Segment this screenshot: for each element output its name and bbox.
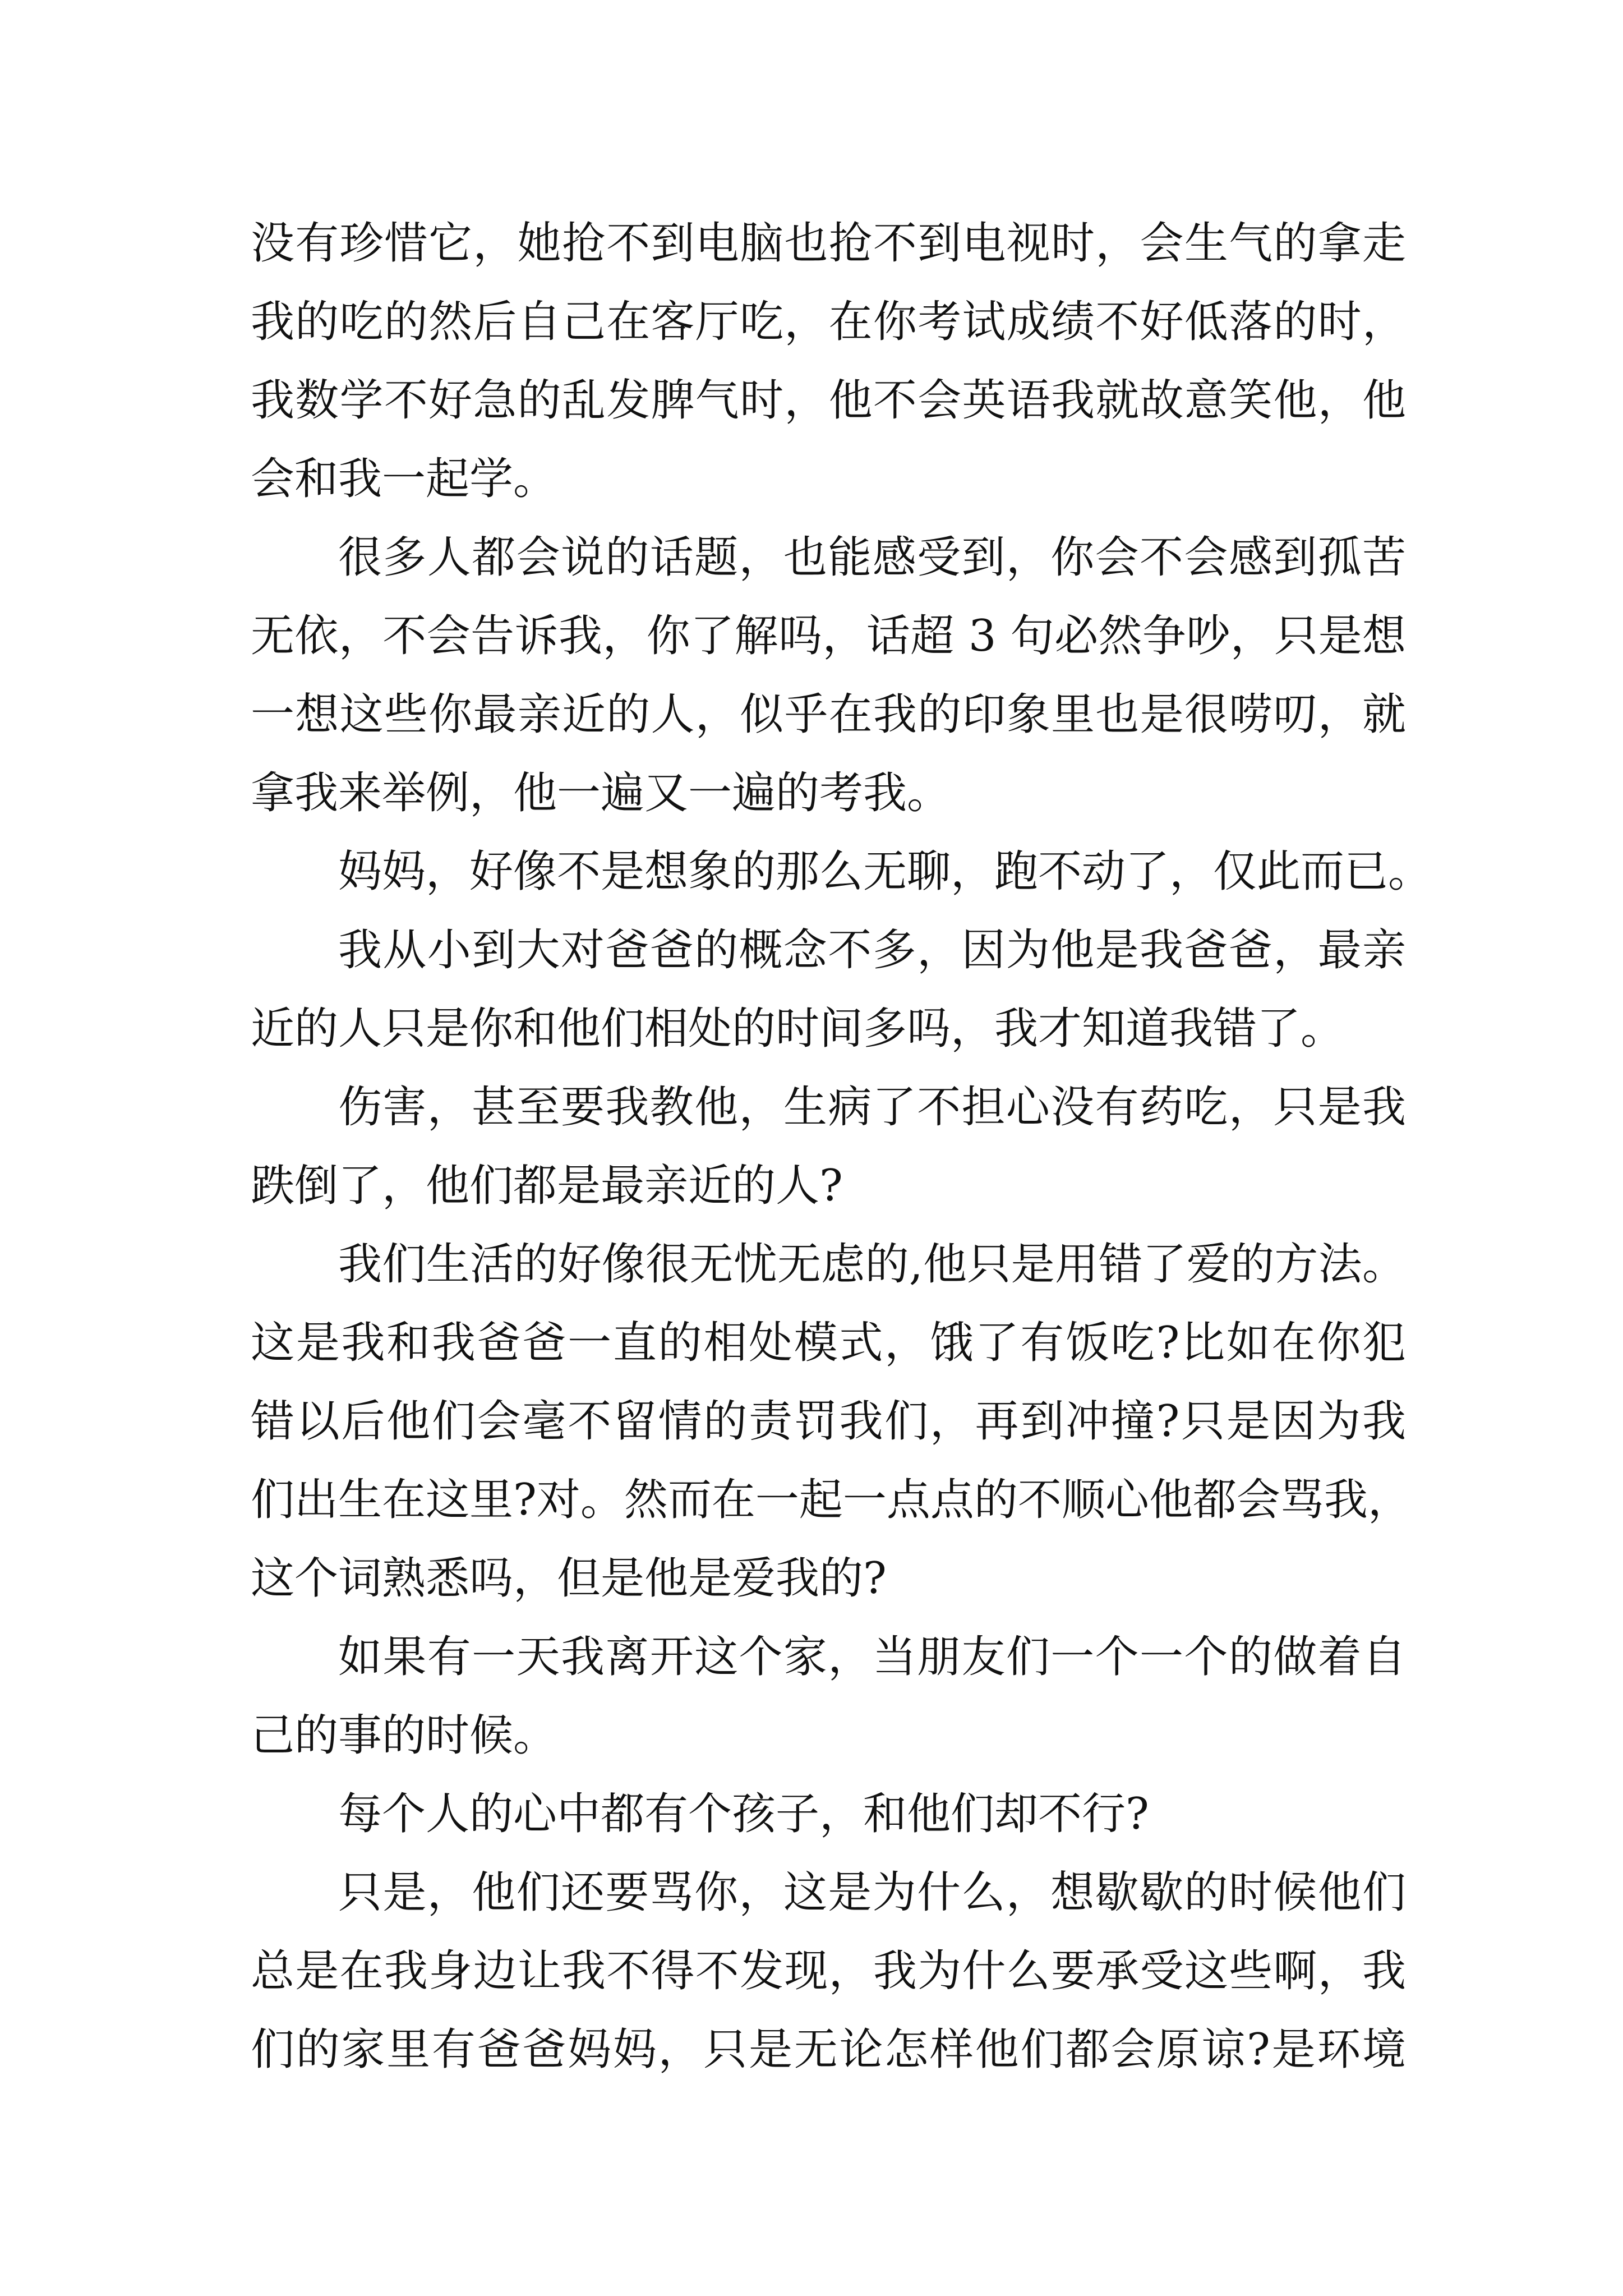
- paragraph: [251, 1775, 1406, 1853]
- text-line: 这是我和我爸爸一直的相处模式，饿了有饭吃?比如在你犯: [251, 1318, 1406, 1368]
- text-line: 伤害，甚至要我教他，生病了不担心没有药吃，只是我: [338, 1082, 1406, 1133]
- text-line: 很多人都会说的话题，也能感受到，你会不会感到孤苦: [338, 532, 1406, 583]
- text-line: 每个人的心中都有个孩子，和他们却不行?: [338, 1789, 1149, 1839]
- text-line: 只是，他们还要骂你，这是为什么，想歇歇的时候他们: [338, 1867, 1406, 1918]
- paragraph: [251, 518, 1406, 832]
- text-line: 我数学不好急的乱发脾气时，他不会英语我就故意笑他，他: [251, 375, 1406, 426]
- text-line: 没有珍惜它，她抢不到电脑也抢不到电视时，会生气的拿走: [251, 218, 1406, 269]
- text-line: 们的家里有爸爸妈妈，只是无论怎样他们都会原谅?是环境: [251, 2024, 1406, 2075]
- paragraph: [251, 1618, 1406, 1775]
- text-line: 我的吃的然后自己在客厅吃，在你考试成绩不好低落的时，: [251, 297, 1406, 347]
- paragraph: [251, 911, 1406, 1068]
- text-line: 妈妈，好像不是想象的那么无聊，跑不动了，仅此而已。: [338, 846, 1432, 897]
- paragraph: [251, 204, 1406, 518]
- text-line: 们出生在这里?对。然而在一起一点点的不顺心他都会骂我，: [251, 1475, 1412, 1525]
- paragraph: [251, 1068, 1406, 1225]
- document-page: [251, 204, 1432, 2089]
- text-line: 总是在我身边让我不得不发现，我为什么要承受这些啊，我: [251, 1946, 1406, 1996]
- paragraph: [251, 832, 1432, 911]
- text-line: 如果有一天我离开这个家，当朋友们一个一个的做着自: [338, 1632, 1406, 1682]
- text-line: 一想这些你最亲近的人，似乎在我的印象里也是很唠叨，就: [251, 689, 1406, 740]
- text-line: 我们生活的好像很无忧无虑的,他只是用错了爱的方法。: [338, 1239, 1406, 1290]
- text-line: 己的事的时候。: [251, 1710, 557, 1761]
- paragraph: [251, 1853, 1406, 2089]
- text-line: 错以后他们会毫不留情的责罚我们，再到冲撞?只是因为我: [251, 1396, 1406, 1447]
- text-line: 我从小到大对爸爸的概念不多，因为他是我爸爸，最亲: [338, 925, 1406, 976]
- text-line: 会和我一起学。: [251, 454, 557, 504]
- paragraph: [251, 1225, 1412, 1618]
- text-line: 无依，不会告诉我，你了解吗，话超 3 句必然争吵，只是想: [251, 611, 1406, 661]
- text-line: 近的人只是你和他们相处的时间多吗，我才知道我错了。: [251, 1004, 1345, 1054]
- text-line: 跌倒了，他们都是最亲近的人?: [251, 1161, 843, 1211]
- text-line: 这个词熟悉吗，但是他是爱我的?: [251, 1553, 887, 1604]
- text-line: 拿我来举例，他一遍又一遍的考我。: [251, 768, 951, 818]
